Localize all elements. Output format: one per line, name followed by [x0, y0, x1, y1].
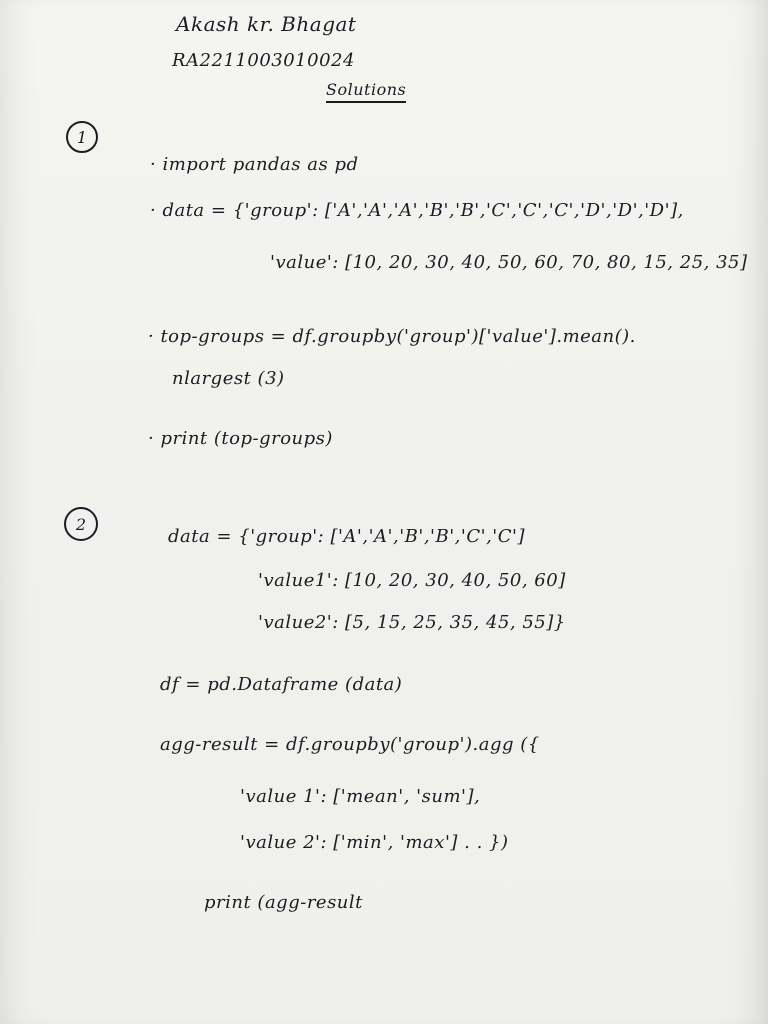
author-name: Akash kr. Bhagat: [176, 12, 357, 36]
q1-line-data-group: · data = {'group': ['A','A','A','B','B','C','C','C','D','D','D'],: [150, 200, 684, 221]
question-number-2: [64, 507, 98, 541]
q2-line-agg-result: agg-result = df.groupby('group').agg ({: [160, 734, 540, 755]
roll-number: RA2211003010024: [172, 50, 355, 71]
q1-line-data-value: 'value': [10, 20, 30, 40, 50, 60, 70, 80, 15, 25, 35]: [270, 252, 748, 273]
q1-line-print: · print (top-groups): [148, 428, 333, 449]
q2-line-agg-value2: 'value 2': ['min', 'max'] . . }): [240, 832, 509, 853]
q2-line-value2: 'value2': [5, 15, 25, 35, 45, 55]}: [258, 612, 566, 633]
question-number-1: [66, 121, 98, 153]
q2-line-print: print (agg-result: [204, 892, 363, 913]
q2-line-data-group: data = {'group': ['A','A','B','B','C','C']: [168, 526, 525, 547]
q1-line-nlargest: nlargest (3): [172, 368, 285, 389]
q2-line-dataframe: df = pd.Dataframe (data): [160, 674, 403, 695]
question-number-1-label: 1: [76, 127, 88, 147]
title-underline: [326, 101, 406, 103]
q2-line-agg-value1: 'value 1': ['mean', 'sum'],: [240, 786, 481, 807]
q2-line-value1: 'value1': [10, 20, 30, 40, 50, 60]: [258, 570, 566, 591]
question-number-2-label: 2: [75, 514, 87, 534]
q1-line-import: · import pandas as pd: [150, 154, 359, 175]
q1-line-top-groups: · top-groups = df.groupby('group')['value'].mean().: [148, 326, 636, 347]
page-title: Solutions: [326, 80, 407, 99]
